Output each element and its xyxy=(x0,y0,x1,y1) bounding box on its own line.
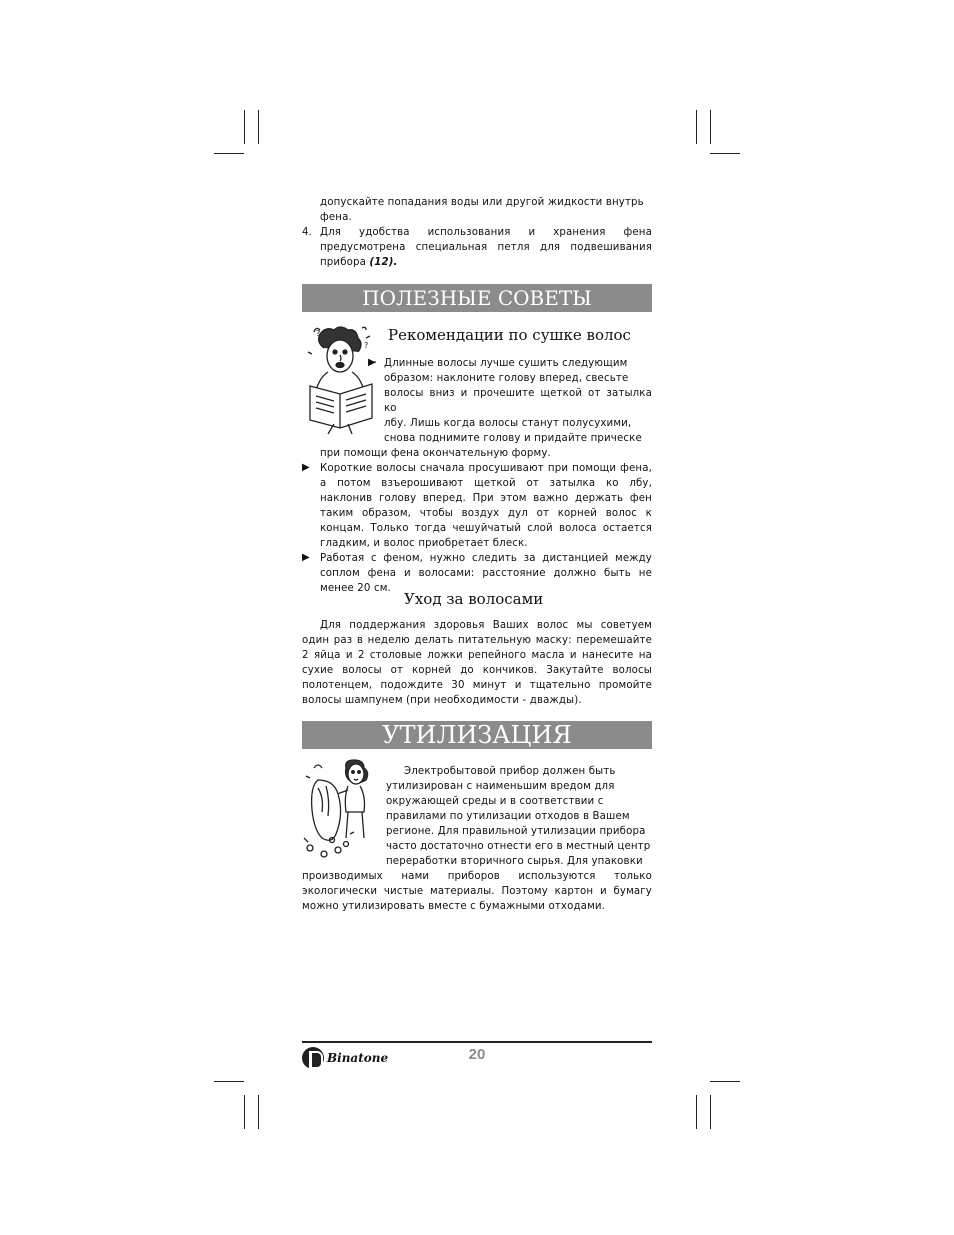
right-triangle-arrow-icon: ▶ xyxy=(302,552,310,563)
disposal-line: утилизирован с наименьшим вредом для xyxy=(386,781,615,792)
binatone-logo-icon xyxy=(302,1047,324,1069)
disposal-line: правилами по утилизации отходов в Вашем xyxy=(386,811,630,822)
crop-mark xyxy=(710,1081,740,1082)
footer-rule xyxy=(302,1041,652,1043)
bullet-2-text: Короткие волосы сначала просушивают при помощи фена, а потом взъерошивают щеткой от затылка ко лбу, наклонив голову вперед. При этом важно держать фен таким образом, чтобы воздух дул от корней волос к концам. Только тогда чешуйчатый слой волоса остается гладким, и волос приобретает блеск. xyxy=(320,463,652,549)
disposal-line: окружающей среды и в соответствии с xyxy=(386,796,604,807)
bullet-1-line: снова поднимите голову и придайте прическе xyxy=(384,433,642,444)
bullet-2 xyxy=(302,461,652,551)
bullet-1-line: Длинные волосы лучше сушить следующим xyxy=(384,358,628,369)
disposal-block xyxy=(302,764,652,914)
disposal-wrapped xyxy=(386,764,652,869)
brand-name: Binatone xyxy=(327,1051,389,1065)
section-banner-disposal: УТИЛИЗАЦИЯ xyxy=(302,721,652,749)
bullet-1-body xyxy=(384,371,652,446)
bullet-1-line: волосы вниз и прочешите щеткой от затылка ко xyxy=(384,388,652,414)
care-paragraph xyxy=(302,618,652,708)
right-triangle-arrow-icon: ▶ xyxy=(302,462,310,473)
bullet-1 xyxy=(302,356,652,596)
care-text: Для поддержания здоровья Ваших волос мы советуем один раз в неделю делать питательную маску: перемешайте 2 яйца и 2 столовые ложки репейного масла и нанесите на сухие волосы от корней до кончиков. Закутайте волосы полотенцем, подождите 30 минут и тщательно промойте волосы шампунем (при необходимости - дважды). xyxy=(302,620,652,706)
crop-mark xyxy=(696,1095,697,1129)
crop-mark xyxy=(214,153,244,154)
svg-text:?: ? xyxy=(316,329,321,338)
crop-mark xyxy=(696,110,697,144)
subheading-care: Уход за волосами xyxy=(404,590,544,608)
section-banner-tips: ПОЛЕЗНЫЕ СОВЕТЫ xyxy=(302,284,652,312)
disposal-line: регионе. Для правильной утилизации прибора xyxy=(386,826,646,837)
bullet-1-line: при помощи фена окончательную форму. xyxy=(320,448,551,459)
page-number: 20 xyxy=(468,1046,486,1063)
svg-text:?: ? xyxy=(364,341,369,350)
bullet-1-line: лбу. Лишь когда волосы станут полусухими, xyxy=(384,418,632,429)
bullet-3-text: Работая с феном, нужно следить за дистанцией между соплом фена и волосами: расстояние должно быть не менее 20 см. xyxy=(320,553,652,594)
crop-mark xyxy=(244,110,245,144)
crop-mark xyxy=(710,110,711,144)
right-triangle-arrow-icon: ▶ xyxy=(368,357,376,368)
crop-mark xyxy=(710,1095,711,1129)
bullet-1-line: образом: наклоните голову вперед, свесьте xyxy=(384,373,629,384)
figure-reference: (12). xyxy=(369,257,398,268)
subheading-drying: Рекомендации по сушке волос xyxy=(388,326,631,344)
crop-mark xyxy=(258,110,259,144)
disposal-line: переработки вторичного сырья. Для упаковки xyxy=(386,856,643,867)
disposal-line: Электробытовой прибор должен быть xyxy=(404,766,616,777)
list-item-text: Для удобства использования и хранения фена предусмотрена специальная петля для подвешивания прибора (12). xyxy=(320,227,652,268)
list-item-4 xyxy=(302,225,652,270)
crop-mark xyxy=(214,1081,244,1082)
crop-mark xyxy=(244,1095,245,1129)
crop-mark xyxy=(258,1095,259,1129)
intro-line: фена. xyxy=(320,212,352,223)
disposal-tail: производимых нами приборов используются только экологически чистые материалы. Поэтому картон и бумагу можно утилизировать вместе с бумажными отходами. xyxy=(302,871,652,912)
intro-block xyxy=(302,195,652,270)
intro-line: допускайте попадания воды или другой жидкости внутрь xyxy=(320,197,644,208)
bullet-1-wrapped xyxy=(366,356,652,371)
list-number: 4. xyxy=(302,227,312,238)
disposal-line: часто достаточно отнести его в местный центр xyxy=(386,841,651,852)
brand-logo xyxy=(302,1046,388,1070)
crop-mark xyxy=(710,153,740,154)
